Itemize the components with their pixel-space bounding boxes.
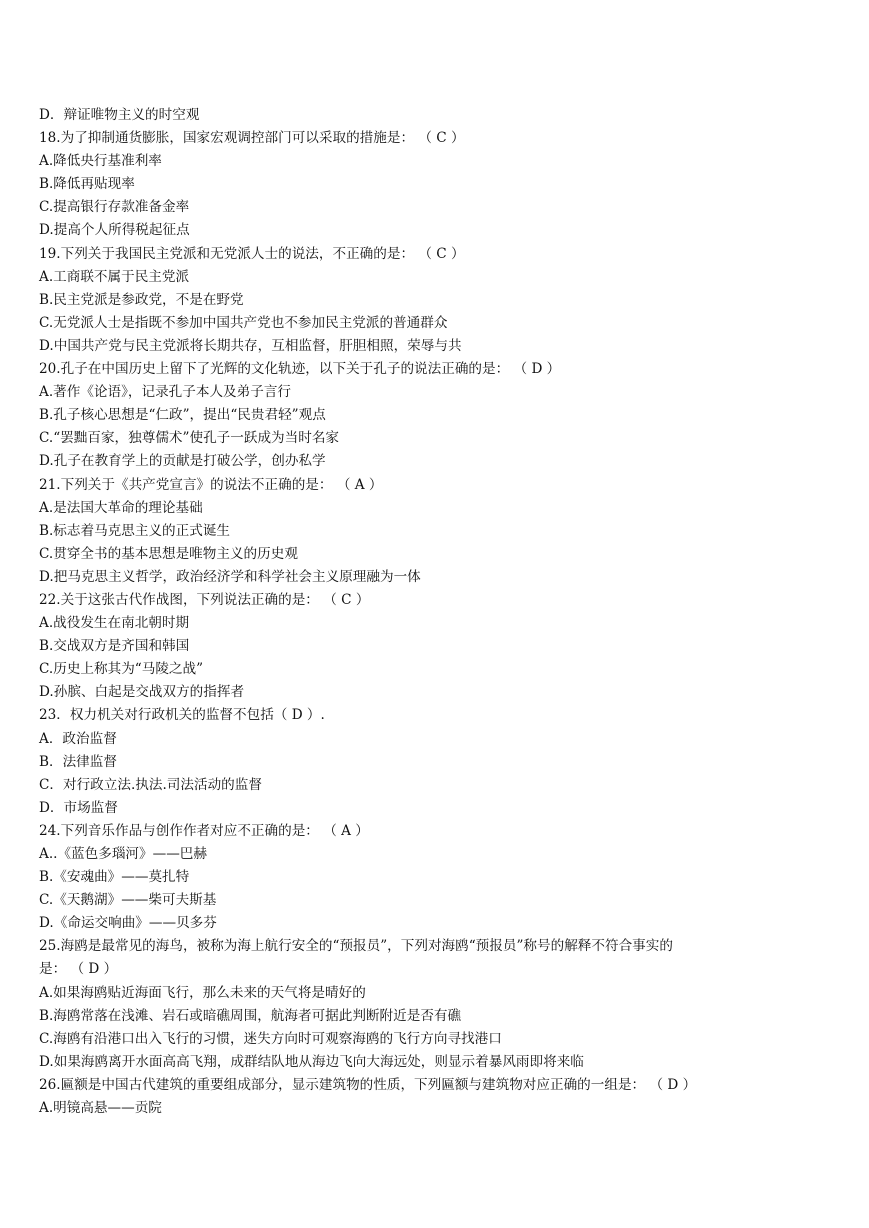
option-line: A.如果海鸥贴近海面飞行，那么未来的天气将是晴好的 — [39, 984, 366, 1001]
option-line: C.无党派人士是指既不参加中国共产党也不参加民主党派的普通群众 — [39, 314, 448, 331]
question-line: 21.下列关于《共产党宣言》的说法不正确的是： （ A ） — [39, 476, 383, 493]
option-line: D.提高个人所得税起征点 — [39, 222, 190, 239]
document-page — [39, 104, 854, 1120]
option-line: C.《天鹅湖》——柴可夫斯基 — [39, 892, 217, 909]
option-line: B.《安魂曲》——莫扎特 — [39, 869, 190, 886]
option-line: C．对行政立法.执法.司法活动的监督 — [39, 776, 262, 793]
question-line: 18.为了抑制通货膨胀，国家宏观调控部门可以采取的措施是： （ C ） — [39, 130, 465, 147]
option-line: A.降低央行基准利率 — [39, 153, 162, 170]
question-line: 19.下列关于我国民主党派和无党派人士的说法，不正确的是： （ C ） — [39, 245, 465, 262]
option-line: B.海鸥常落在浅滩、岩石或暗礁周围，航海者可据此判断附近是否有礁 — [39, 1007, 462, 1024]
option-line: C.贯穿全书的基本思想是唯物主义的历史观 — [39, 545, 298, 562]
option-line: A.工商联不属于民主党派 — [39, 268, 190, 285]
question-line: 26.匾额是中国古代建筑的重要组成部分，显示建筑物的性质，下列匾额与建筑物对应正确的一组是： （ D ） — [39, 1076, 697, 1093]
option-line: D.把马克思主义哲学，政治经济学和科学社会主义原理融为一体 — [39, 568, 421, 585]
option-line: B.标志着马克思主义的正式诞生 — [39, 522, 231, 539]
option-line: B.民主党派是参政党，不是在野党 — [39, 291, 244, 308]
option-line: D.孔子在教育学上的贡献是打破公学，创办私学 — [39, 453, 326, 470]
question-line: 23．权力机关对行政机关的监督不包括（ D ）. — [39, 707, 325, 724]
option-line: A.是法国大革命的理论基础 — [39, 499, 203, 516]
option-line: D.孙膑、白起是交战双方的指挥者 — [39, 684, 245, 701]
option-line: C.“罢黜百家，独尊儒术”使孔子一跃成为当时名家 — [39, 430, 340, 447]
question-line: 是： （ D ） — [39, 961, 118, 978]
option-line: D．市场监督 — [39, 799, 118, 816]
question-line: 22.关于这张古代作战图，下列说法正确的是： （ C ） — [39, 591, 370, 608]
option-line: D.如果海鸥离开水面高高飞翔，成群结队地从海边飞向大海远处，则显示着暴风雨即将来临 — [39, 1053, 584, 1070]
option-line: A．政治监督 — [39, 730, 117, 747]
option-line: B.孔子核心思想是“仁政”，提出“民贵君轻”观点 — [39, 407, 326, 424]
option-line: D．辩证唯物主义的时空观 — [39, 107, 200, 123]
question-line: 20.孔子在中国历史上留下了光辉的文化轨迹，以下关于孔子的说法正确的是： （ D ） — [39, 361, 561, 378]
question-line: 24.下列音乐作品与创作作者对应不正确的是： （ A ） — [39, 822, 369, 839]
option-line: A.明镜高悬——贡院 — [39, 1100, 162, 1117]
option-line: D.中国共产党与民主党派将长期共存，互相监督，肝胆相照，荣辱与共 — [39, 337, 462, 354]
option-line: A.战役发生在南北朝时期 — [39, 615, 190, 632]
option-line: A.著作《论语》，记录孔子本人及弟子言行 — [39, 384, 292, 401]
option-line: A..《蓝色多瑙河》——巴赫 — [39, 846, 207, 862]
option-line: C.海鸥有沿港口出入飞行的习惯，迷失方向时可观察海鸥的飞行方向寻找港口 — [39, 1030, 502, 1047]
option-line: D.《命运交响曲》——贝多芬 — [39, 915, 217, 932]
option-line: C.历史上称其为“马陵之战” — [39, 661, 204, 678]
question-line: 25.海鸥是最常见的海鸟，被称为海上航行安全的“预报员”，下列对海鸥“预报员”称号的解释不符合事实的 — [39, 938, 673, 955]
option-line: B.降低再贴现率 — [39, 176, 135, 193]
option-line: B．法律监督 — [39, 753, 117, 770]
option-line: B.交战双方是齐国和韩国 — [39, 638, 190, 655]
option-line: C.提高银行存款准备金率 — [39, 199, 190, 216]
